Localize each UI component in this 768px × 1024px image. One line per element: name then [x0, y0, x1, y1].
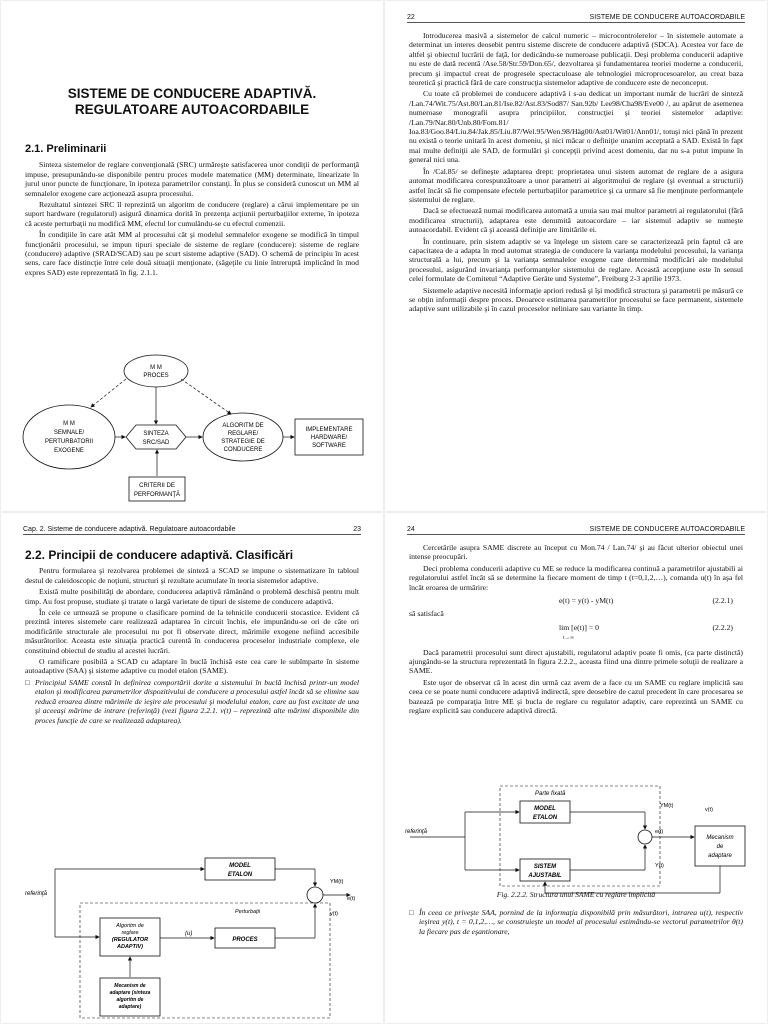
- bullet-paragraph: □ Principiul SAME constă în definirea comportării dorite a sistemului în buclă închisă printr-un model etalon şi modificarea parametrilor dispozitivului de conducere a procesului astfel încât să se elimine sau reducă eroarea dintre mărimile de ieşire ale procesului şi modelului etalon, care au fost excitate de una şi aceeaşi mărime de intrare (referinţă) (vezi figura 2.2.1. v(t) – reprezintă alte mărimi disponibile din proces funcţie de care se realizează adaptarea).: [25, 678, 359, 725]
- title-line-2: REGULATOARE AUTOACORDABILE: [74, 102, 310, 117]
- svg-text:referinţă: referinţă: [405, 829, 428, 835]
- svg-text:M MPROCES: M M PROCES: [143, 365, 169, 379]
- page-3-body: [25, 545, 359, 727]
- sum-node: [638, 830, 652, 844]
- svg-text:Mecanismdeadaptare: Mecanism de adaptare: [706, 835, 734, 859]
- svg-text:Y(t): Y(t): [655, 863, 664, 869]
- paragraph: Sinteza sistemelor de reglare convenţională (SRC) urmăreşte satisfacerea unor condiţii de performanţă impuse, presupunându-se disponibile pentru proces modele matematice (MM) determinate, linearizate în jurul unor puncte de funcţionare, în ipoteza parametrilor constanţi. În plus se consideră cunoscut un MM al semnalelor exogene care acţionează asupra procesului.: [25, 160, 359, 198]
- figure-2-2-1: [25, 853, 365, 1023]
- paragraph: Cercetările asupra SAME discrete au început cu Mon.74 / Lan.74/ şi au făcut ulterior obiectul unei intense preocupări.: [409, 543, 743, 562]
- svg-text:Mecanism deadaptare (sintezaal: Mecanism de adaptare (sinteza algoritm de adaptare): [109, 983, 151, 1010]
- svg-text:e(t): e(t): [347, 896, 356, 902]
- page-number: 23: [353, 526, 361, 533]
- svg-text:YM(t): YM(t): [660, 803, 674, 809]
- svg-text:Parte fixată: Parte fixată: [535, 791, 566, 797]
- equation-number: (2.2.1): [712, 596, 733, 606]
- paragraph: În /Cal.85/ se defineşte adaptarea drept: proprietatea unui sistem automat de reglare de a asigura automat modificarea corespunzătoare a unor parametri ai algoritmului de reglare (şi eventual a structurii) astfel încât să fie compensate efectele perturbaţiilor parametrice şi ca urmare să fie menţinute performanţele sistemului de reglare.: [409, 166, 743, 204]
- svg-text:v(t): v(t): [705, 807, 713, 813]
- paragraph: Sistemele adaptive necesită informaţie apriori redusă şi îşi modifică structura şi parametrii pe măsură ce se obţin informaţii despre proces. Deoarece estimarea parametrilor procesului se face permanent, sistemele adaptive sunt utilizabile şi în cazul proceselor neliniare sau variante în timp.: [409, 285, 743, 314]
- svg-text:(u): (u): [185, 931, 193, 937]
- header-title: Cap. 2. Sisteme de conducere adaptivă. Regulatoare autoacordabile: [23, 526, 236, 533]
- equation-intro: să satisfacă: [409, 609, 444, 619]
- header-title: SISTEME DE CONDUCERE AUTOACORDABILE: [589, 526, 745, 533]
- paragraph: Dacă se efectuează numai modificarea automată a unuia sau mai multor parametri ai regulatorului (fără modificarea structurii), adaptarea este denumită autoacordare – iar sistemul adaptiv se numeşte autoacordabil. Evident că şi această definiţie are limitările ei.: [409, 206, 743, 235]
- paragraph: În condiţiile în care atât MM al procesului cât şi modelul semnalelor exogene se modifică în timpul funcţionării procesului, se impun tipuri speciale de sisteme de reglare (conducere): sisteme de reglare (conducere) adaptive (SRAD/SCAD) sau pe scurt sisteme adaptive (SAD). O schemă de principiu în acest sens, care face distincţie între cele două situaţii menţionate, (săgeţile cu linie întreruptă implicând în mod expres SAD) este reprezentată în fig. 2.1.1.: [25, 230, 359, 277]
- referinta-label: referinţă: [25, 891, 48, 897]
- svg-text:e(t): e(t): [655, 829, 664, 835]
- paragraph: Cu toate că problemei de conducere adaptivă i s-au dedicat un important număr de lucrări de sinteză /Lan.74/Wit.75/Ast.80/Lan.81/Ise.82/Ast.83/Sod87/ San.92b/ Lee98/Cha98/Eve00 /, au apărut de asemenea numeroase monografii asupra principiilor, construcţiei şi teoriei sistemelor adaptive: /Lan.79/Nar.80/Unb.80/Fom.81/ Ioa.83/Goo.84/Liu.84/Jak.85/Liu.87/Wel.95/Wen.98/Häg00/Ast01/Wit01/Ann01/, totuşi nici până în prezent nu există o teorie unitară în acest domeniu, şi nici măcar o definiţie unanim acceptată a SAD. Există în fapt mai multe definiţii ale SAD, de formulări şi concepţii privind acest domeniu, dar nu s-a putut impune în general nici una.: [409, 89, 743, 165]
- page-header: [23, 523, 361, 535]
- paragraph: Dacă parametrii procesului sunt direct ajustabili, regulatorul adaptiv poate fi omis, (ca parte distinctă) ajungându-se la structura reprezentată în figura 2.2.2., aceasta fiind una dintre primele soluţii de realizare a SAME.: [409, 647, 743, 676]
- figure-2-2-2: [405, 781, 755, 901]
- page-number: 22: [407, 14, 415, 21]
- equation-text: lim [e(t)] = 0 t→∞: [559, 622, 599, 642]
- page-header: [407, 523, 745, 535]
- equation-text: e(t) = y(t) - yM(t): [559, 596, 614, 606]
- mm-semnale-node: [23, 405, 115, 469]
- equation-number: (2.2.2): [712, 622, 733, 632]
- paragraph: Introducerea masivă a sistemelor de calcul numeric – microcontrolerelor – în sistemele automate a determinat un interes deosebit pentru sisteme discrete de conducere adaptivă (SDCA). Acestea vor face de altfel şi obiectul lucrării de faţă, lor dedicându-se numeroase publicaţii. Deşi problema conducerii adaptive nu este de dată recentă /Ase.58/Str.59/Don.65/, dezvoltarea şi fundamentarea teoriei moderne a conducerii, precum şi impactul creat de progresele spectaculoase ale tehnologiei microprocesoarelor, au creat baza teoretică şi practică fără de care construcţia sistemelor adaptive de conducere este de neconceput.: [409, 31, 743, 88]
- paragraph: Pentru formularea şi rezolvarea problemei de sinteză a SCAD se impune o sistematizare în tabloul destul de caleidoscopic de noţiuni, structuri şi rezultate acumulate în teoria sistemelor adaptive.: [25, 566, 359, 585]
- svg-text:y(t): y(t): [330, 911, 338, 917]
- chapter-title: [21, 86, 363, 118]
- equation-2-2-1: [409, 596, 743, 605]
- svg-text:Algoritm dereglare(REGULATORAD: Algoritm de reglare (REGULATOR ADAPTIV): [111, 923, 149, 950]
- svg-text:MODELETALON: MODEL ETALON: [532, 806, 558, 821]
- svg-text:Perturbaţii: Perturbaţii: [235, 909, 261, 915]
- paragraph: Există multe posibilităţi de abordare, conducerea adaptivă rămânând o problemă deschisă pentru mult timp. Au fost propuse, studiate şi tratate o largă varietate de tipuri de sisteme de conducere adaptivă.: [25, 587, 359, 606]
- page-4-bullet: [409, 908, 743, 938]
- paragraph: În continuare, prin sistem adaptiv se va înţelege un sistem care se caracterizează prin faptul că are capacitatea de a adapta în mod automat strategia de conducere la varianţa modelului procesului, la varianţa structurală a lui, precum şi la varianţa semnalelor exogene care determină modificări ale modelului procesului, asigurând invarianţa performanţelor sistemului de reglare. Această accepţiune este în sensul celei formulate de Comitetul “Adaptive Geräte und Systeme”, Freiburg 2-3 aprilie 1973.: [409, 236, 743, 284]
- page-2: [384, 0, 768, 512]
- page-number: 24: [407, 526, 415, 533]
- section-heading: 2.2. Principii de conducere adaptivă. Clasificări: [25, 548, 294, 562]
- svg-text:ALGORITM DEREGLARE/STRATEGIE D: ALGORITM DE REGLARE/ STRATEGIE DE CONDUCERE: [221, 423, 265, 453]
- svg-text:IMPLEMENTAREHARDWARE/SOFTWARE: IMPLEMENTARE HARDWARE/ SOFTWARE: [305, 427, 353, 449]
- paragraph: În cele ce urmează se propune o clasificare pornind de la tehnicile conducerii stocastice. Evident că prezintă interes sistemele care realizează adaptarea în circuit închis, ele impunându-se ori de câte ori modificările structurale ale procesului nu pot fi observate direct, mărimile exogene nefiind accesibile măsurătorilor. Aceasta este situaţia practică curentă în conducerea proceselor industriale complexe, ele constituind obiectul de studiu al acestei lucrări.: [25, 608, 359, 655]
- title-line-1: SISTEME DE CONDUCERE ADAPTIVĂ.: [67, 86, 317, 101]
- mm-proces-node: [124, 355, 188, 387]
- page-4-body: [409, 543, 743, 718]
- page-4: [384, 512, 768, 1024]
- svg-text:SISTEMAJUSTABIL: SISTEM AJUSTABIL: [528, 864, 562, 879]
- sum-node: [307, 887, 323, 903]
- page-header: [407, 11, 745, 23]
- svg-text:M MSEMNALE/PERTURBATORIIEXOGEN: M M SEMNALE/ PERTURBATORII EXOGENE: [44, 421, 94, 454]
- algoritm-node: [203, 413, 283, 461]
- paragraph: O ramificare posibilă a SCAD cu adaptare în buclă închisă este cea care le subîmparte în sisteme autoadaptive (SAA) şi sisteme adaptive cu model etalon (SAME).: [25, 657, 359, 676]
- page-1-body: [25, 139, 359, 279]
- figure-2-1-1: [21, 349, 371, 509]
- section-heading: 2.1. Preliminarii: [25, 143, 107, 155]
- figure-caption: Fig. 2.2.2. Structura unui SAME cu reglare implicită: [496, 890, 656, 899]
- equation-2-2-2: [409, 623, 743, 644]
- svg-text:SINTEZASRC/SAD: SINTEZA SRC/SAD: [142, 431, 170, 446]
- bullet-paragraph: □ În ceea ce priveşte SAA, pornind de la informaţia disponibilă prin măsurători, intrarea u(t), respectiv ieşirea y(t), t = 0,1,2,…, se construieşte un model al procesului estimându-se vectorul parametrilor θ(t) la fiecare pas de eşantionare,: [409, 908, 743, 936]
- svg-text:PROCES: PROCES: [232, 937, 258, 943]
- paragraph: Este uşor de observat că în acest din urmă caz avem de a face cu un SAME cu reglare implicită sau ceea ce se poate numi conducere adaptivă indirectă, spre deosebire de cazul precedent în care procesarea se bazează pe comparaţia între ME şi bucla de reglare cu regulator adaptiv, care reprezintă un SAME cu reglare explicită sau conducere adaptivă directă.: [409, 677, 743, 716]
- paragraph: Rezultatul sintezei SRC îl reprezintă un algoritm de conducere (reglare) a cărui implementare pe un suport hardware (regulatorul) asigură dinamica dorită în prezenţa acţiunii perturbaţiilor externe, în ipoteza că aceste perturbaţii nu modifică MM, efectul lor cumulându-se cu efectul comenzii.: [25, 200, 359, 228]
- page-2-body: [409, 31, 743, 316]
- svg-text:MODELETALON: MODEL ETALON: [227, 863, 253, 878]
- svg-text:YM(t): YM(t): [330, 879, 344, 885]
- page-1: [0, 0, 384, 512]
- header-title: SISTEME DE CONDUCERE AUTOACORDABILE: [589, 14, 745, 21]
- svg-text:CRITERII DEPERFORMANŢĂ: CRITERII DE PERFORMANŢĂ: [133, 483, 181, 498]
- page-3: [0, 512, 384, 1024]
- paragraph: Deci problema conducerii adaptive cu ME se reduce la modificarea continuă a parametrilor ajustabili ai regulatorului astfel încât să se determine la fiecare moment de timp t (t=0,1,2,…), comanda u(t) în aşa fel încât eroarea de urmărire:: [409, 563, 743, 592]
